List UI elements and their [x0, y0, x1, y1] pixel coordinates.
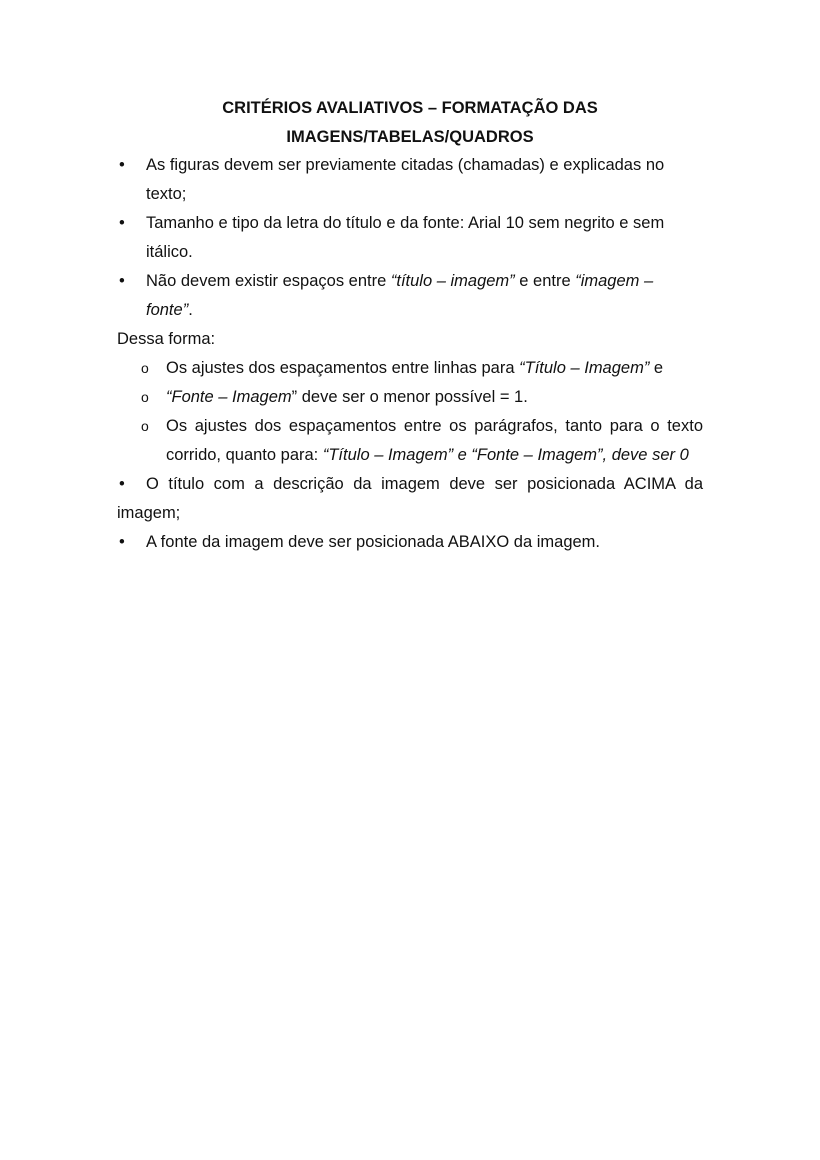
bullet-text-italic: “título – imagem” [390, 272, 515, 290]
bullet-icon: • [119, 214, 125, 232]
title-line-1: CRITÉRIOS AVALIATIVOS – FORMATAÇÃO DAS [222, 99, 598, 117]
sub-bullet-text-italic: “Título – Imagem” e “Fonte – Imagem”, deve ser 0 [322, 446, 689, 464]
bullet-text: Tamanho e tipo da letra do título e da fonte: Arial 10 sem negrito e sem itálico. [146, 214, 665, 261]
sub-bullet-text-part: ” deve ser o menor possível = 1. [291, 388, 528, 406]
bullet-icon: • [119, 533, 125, 551]
bullet-icon: • [119, 156, 125, 174]
bullet-item-2 [117, 209, 703, 267]
bullet-item-5 [117, 528, 703, 557]
circle-bullet-icon: o [141, 418, 149, 434]
sub-bullet-item-1 [117, 354, 703, 383]
sub-bullet-item-3 [117, 412, 703, 441]
document-body [117, 94, 703, 557]
bullet-text: As figuras devem ser previamente citadas (chamadas) e explicadas no texto; [146, 156, 665, 203]
title-line-2: IMAGENS/TABELAS/QUADROS [286, 127, 534, 146]
bullet-text-italic: “imagem – fonte” [146, 272, 654, 319]
sub-bullet-text-italic: “Fonte – Imagem [166, 388, 292, 406]
bullet-icon: • [119, 272, 125, 290]
bullet-text: A fonte da imagem deve ser posicionada ABAIXO da imagem. [146, 533, 601, 551]
sub-bullet-item-3-continuation [117, 441, 703, 470]
bullet-text-part: e entre [514, 272, 576, 290]
bullet-icon: • [119, 475, 125, 493]
bullet-text-part: . [188, 301, 193, 319]
sub-bullet-text-italic: “Título – Imagem” [519, 359, 650, 377]
sub-bullet-text-part: Os ajustes dos espaçamentos entre linhas para [166, 359, 520, 377]
bullet-continuation: imagem; [117, 504, 181, 522]
sub-bullet-text-part: e [649, 359, 664, 377]
sub-bullet-text-part: corrido, quanto para: [166, 446, 323, 464]
document-title [117, 94, 703, 151]
bullet-text: O título com a descrição da imagem deve ser posicionada ACIMA da [146, 475, 703, 493]
sub-bullet-item-2 [117, 383, 703, 412]
bullet-text-part: Não devem existir espaços entre [146, 272, 391, 290]
sub-bullet-text-line1: Os ajustes dos espaçamentos entre os parágrafos, tanto para o texto [166, 417, 703, 435]
bullet-item-4 [117, 470, 703, 499]
bullet-continuation: Dessa forma: [117, 330, 216, 348]
circle-bullet-icon: o [141, 360, 149, 376]
bullet-item-1 [117, 151, 703, 209]
bullet-item-3 [117, 267, 703, 325]
circle-bullet-icon: o [141, 389, 149, 405]
